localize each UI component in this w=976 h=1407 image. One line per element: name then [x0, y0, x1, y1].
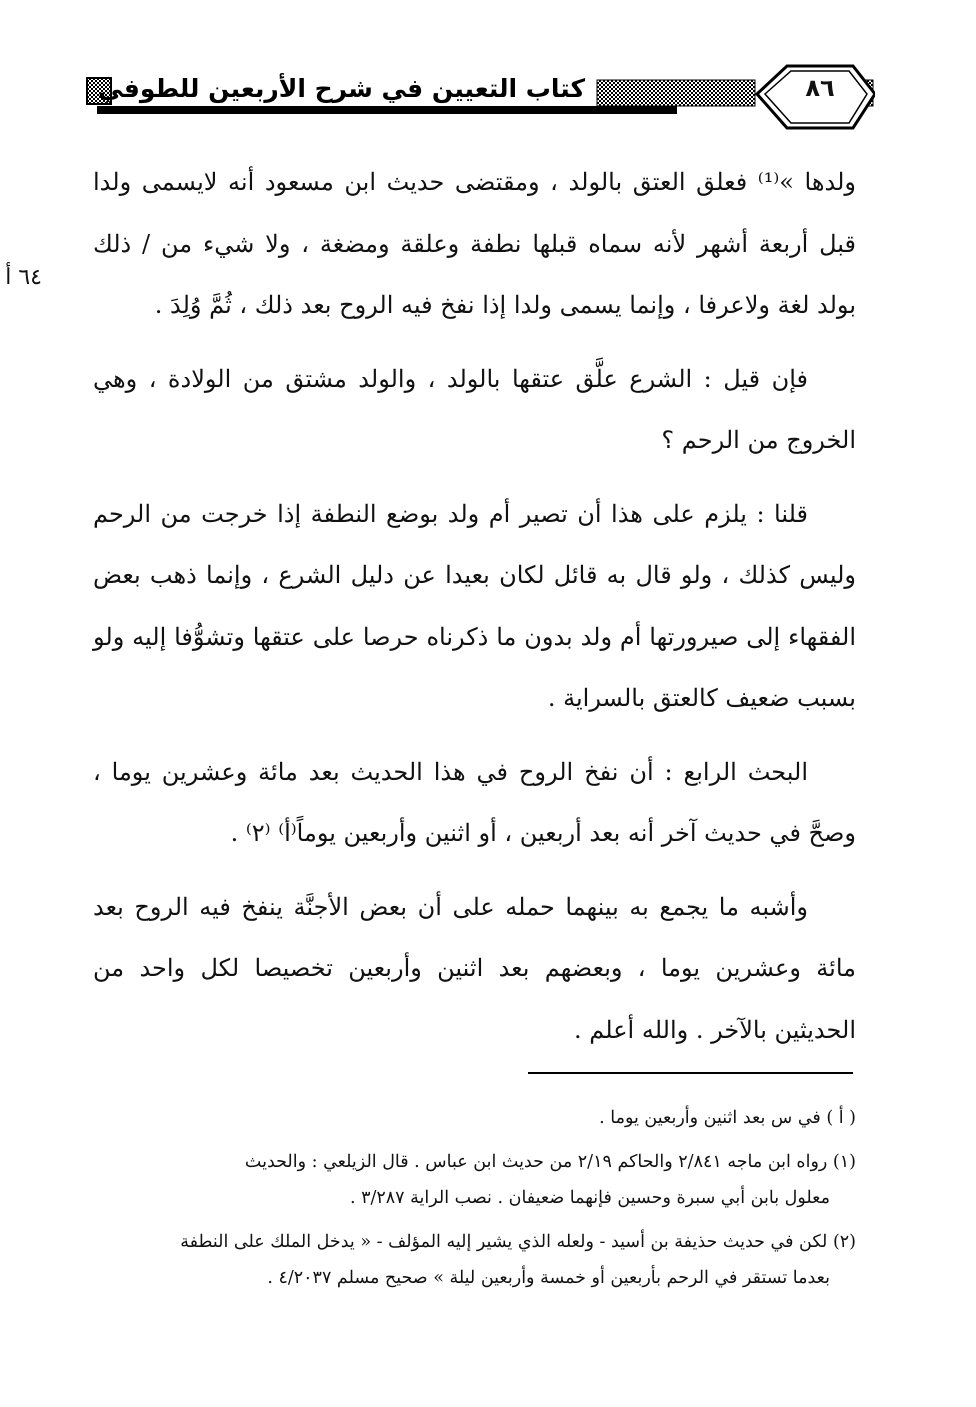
footnote: ( أ ) في س بعد اثنين وأربعين يوما .: [599, 1108, 856, 1128]
paragraph: البحث الرابع : أن نفخ الروح في هذا الحديث بعد مائة وعشرين يوما ، وصحَّ في حديث آخر أنه بعد أربعين ، أو اثنين وأربعين يوماً⁽أ⁾ ⁽٢⁾ .: [93, 757, 856, 847]
book-title: كتاب التعيين في شرح الأربعين للطوفي: [98, 74, 585, 103]
paragraph: قلنا : يلزم على هذا أن تصير أم ولد بوضع النطفة إذا خرجت من الرحم وليس كذلك ، ولو قال به قائل لكان بعيدا عن دليل الشرع ، وإنما ذهب بعض الفقهاء إلى صيرورتها أم ولد بدون ما ذكرناه حرصا على عتقها وتشوُّفا إليه ولو بسبب ضعيف كالعتق بالسراية .: [93, 499, 856, 712]
footnote: (٢) لكن في حديث حذيفة بن أسيد - ولعله الذي يشير إليه المؤلف - « يدخل الملك على النطفة: [180, 1232, 856, 1252]
footnote-continuation: معلول بابن أبي سبرة وحسين فإنهما ضعيفان . نصب الراية ٣/٢٨٧ .: [349, 1188, 830, 1208]
footnote-continuation: بعدما تستقر في الرحم بأربعين أو خمسة وأربعين ليلة » صحيح مسلم ٤/٢٠٣٧ .: [267, 1268, 830, 1288]
page-header: [85, 62, 875, 134]
footnote: (١) رواه ابن ماجه ٢/٨٤١ والحاكم ٢/١٩ من حديث ابن عباس . قال الزيلعي : والحديث: [244, 1152, 856, 1172]
title-underline-bar: [97, 106, 677, 114]
footnotes: [93, 1100, 856, 1304]
footnote-separator: [528, 1072, 853, 1074]
paragraph: فإن قيل : الشرع علَّق عتقها بالولد ، والولد مشتق من الولادة ، وهي الخروج من الرحم ؟: [93, 364, 856, 454]
hatched-band: [597, 80, 755, 106]
folio-margin-note: ٦٤ أ: [5, 265, 42, 290]
page-number: ٨٦: [805, 74, 835, 102]
paragraph: ولدها »⁽¹⁾ فعلق العتق بالولد ، ومقتضى حديث ابن مسعود أنه لايسمى ولدا قبل أربعة أشهر لأنه سماه قبلها نطفة وعلقة ومضغة ، ولا شيء من / ذلك بولد لغة ولاعرفا ، وإنما يسمى ولدا إذا نفخ فيه الروح بعد ذلك ، ثُمَّ وُلِدَ .: [93, 168, 856, 319]
main-text: [93, 152, 856, 1073]
paragraph: وأشبه ما يجمع به بينهما حمله على أن بعض الأجنَّة ينفخ فيه الروح بعد مائة وعشرين يوما ، وبعضهم بعد اثنين وأربعين تخصيصا لكل واحد من الحديثين بالآخر . والله أعلم .: [93, 892, 856, 1044]
